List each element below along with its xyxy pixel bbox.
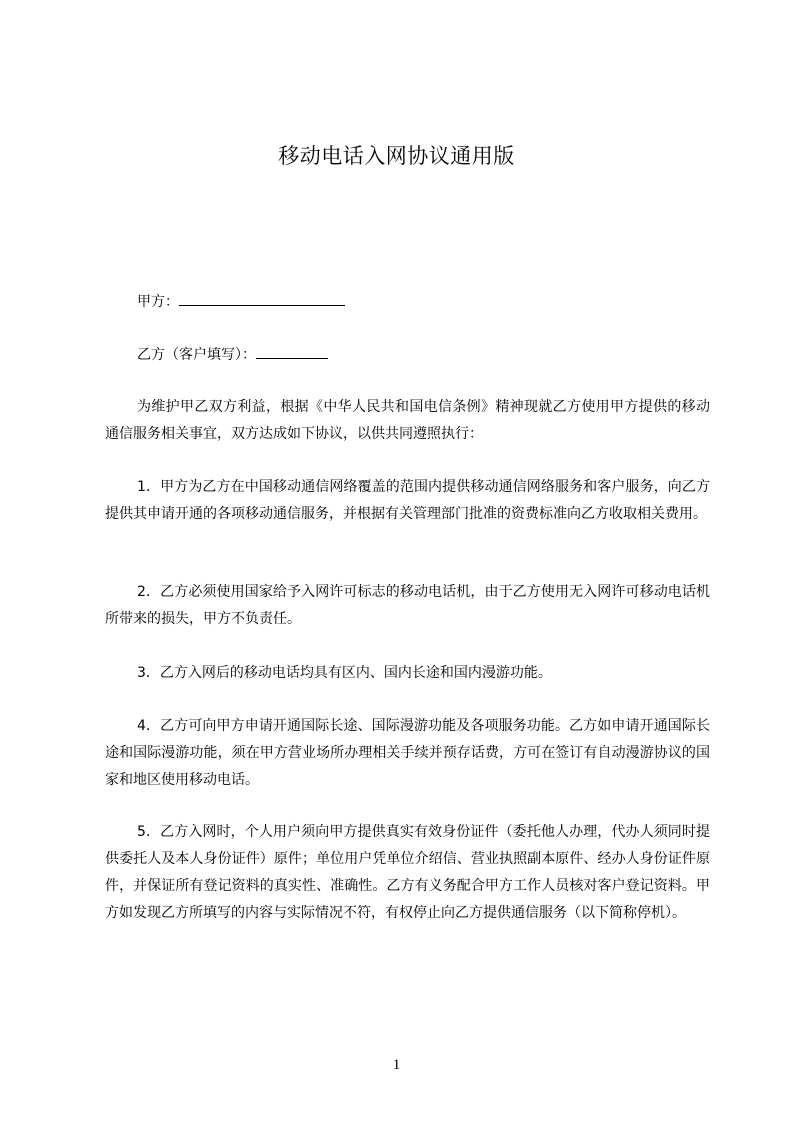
clause-5-paragraph: 5．乙方入网时，个人用户须向甲方提供真实有效身份证件（委托他人办理，代办人须同时提供委托人及本人身份证件）原件；单位用户凭单位介绍信、营业执照副本原件、经办人身份证件原件，并保证所有登记资料的真实性、准确性。乙方有义务配合甲方工作人员核对客户登记资料。甲方如发现乙方所填写的内容与实际情况不符，有权停止向乙方提供通信服务（以下简称停机）。: [105, 824, 710, 921]
clause-4-paragraph: 4．乙方可向甲方申请开通国际长途、国际漫游功能及各项服务功能。乙方如申请开通国际长途和国际漫游功能，须在甲方营业场所办理相关手续并预存话费，方可在签订有自动漫游协议的国家和地区使用移动电话。: [105, 718, 710, 788]
page-number: 1: [392, 1057, 401, 1073]
clause-2-paragraph: 2．乙方必须使用国家给予入网许可标志的移动电话机，由于乙方使用无入网许可移动电话机所带来的损失，甲方不负责任。: [105, 584, 710, 627]
party-a-label: 甲方：: [137, 294, 179, 310]
party-b-field: [137, 344, 328, 365]
document-title: 移动电话入网协议通用版: [278, 144, 515, 168]
party-b-label: 乙方（客户填写）：: [137, 347, 256, 363]
preamble-paragraph: 为维护甲乙双方利益，根据《中华人民共和国电信条例》精神现就乙方使用甲方提供的移动通信服务相关事宜，双方达成如下协议，以供共同遵照执行：: [105, 399, 710, 442]
clause-1-paragraph: 1．甲方为乙方在中国移动通信网络覆盖的范围内提供移动通信网络服务和客户服务，向乙方提供其申请开通的各项移动通信服务，并根据有关管理部门批准的资费标准向乙方收取相关费用。: [105, 479, 710, 522]
party-a-blank: [179, 291, 345, 306]
party-a-field: [137, 291, 345, 312]
clause-3-paragraph: 3．乙方入网后的移动电话均具有区内、国内长途和国内漫游功能。: [137, 665, 552, 681]
party-b-blank: [256, 344, 328, 359]
